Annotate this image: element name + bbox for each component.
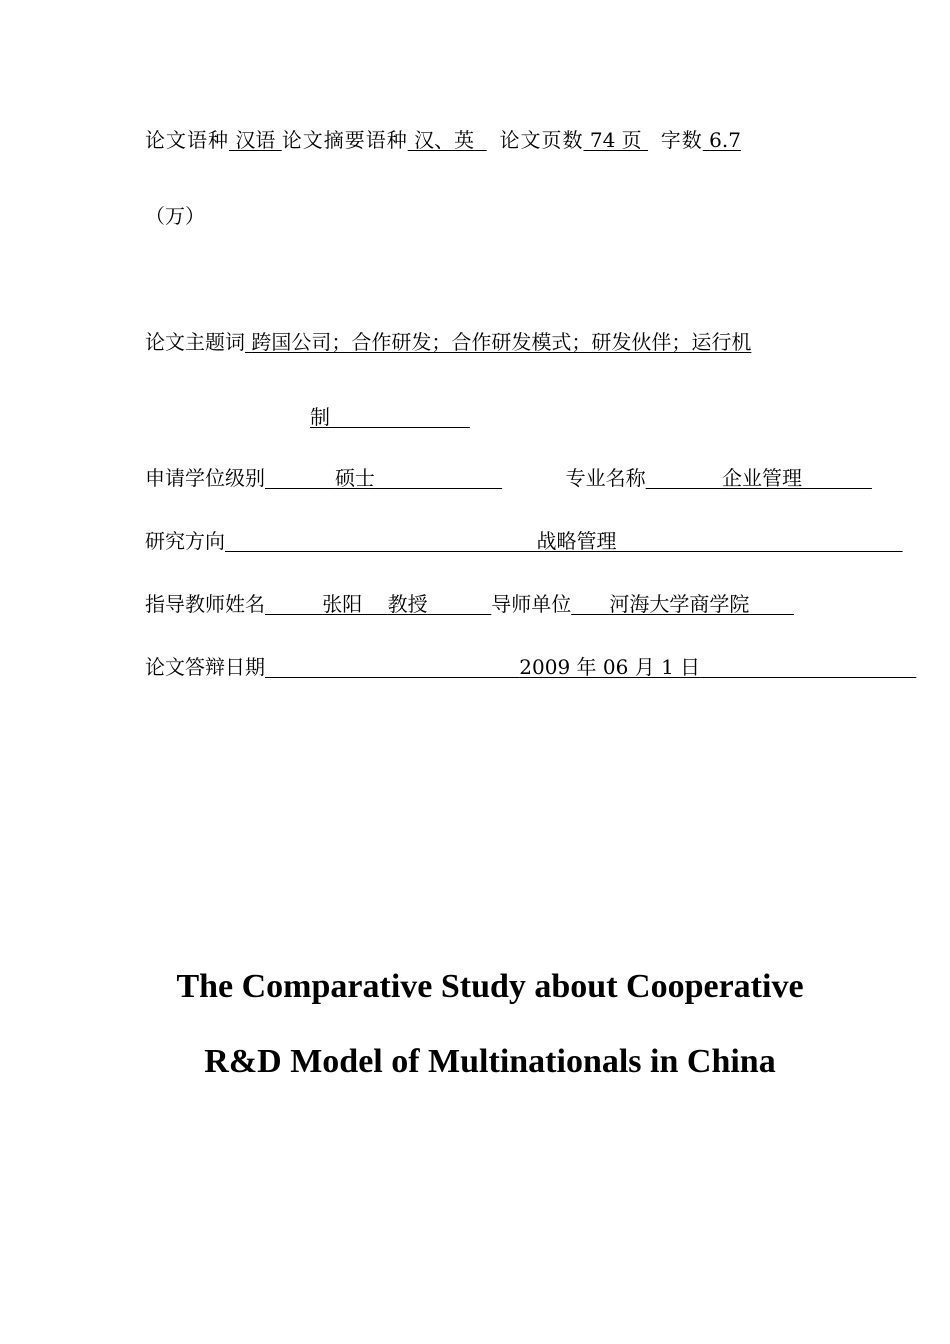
advisor-row [145,592,794,616]
english-title-line1: The Comparative Study about Cooperative [176,968,804,1005]
words-value: 6.7 [709,128,741,152]
pages-value: 74 页 [589,128,642,152]
keywords-continuation [310,405,470,429]
advisor-value: 张阳 教授 [322,592,428,616]
keywords-row [145,330,751,354]
major-label: 专业名称 [565,466,646,490]
direction-row [145,529,903,553]
keywords-value: 跨国公司；合作研发；合作研发模式；研发伙伴；运行机 [251,330,752,354]
advisor-unit-value: 河海大学商学院 [609,592,750,616]
major-value: 企业管理 [721,466,802,490]
thesis-meta-row [145,128,741,152]
degree-row [145,466,872,490]
language-value: 汉语 [235,128,276,152]
degree-label: 申请学位级别 [145,466,265,490]
abstract-language-label: 论文摘要语种 [281,128,408,152]
pages-label: 论文页数 [499,128,584,152]
abstract-language-value: 汉、英 [414,128,475,152]
defense-value: 2009 年 06 月 1 日 [519,655,701,679]
advisor-unit-label: 导师单位 [491,592,572,616]
language-label: 论文语种 [145,128,229,152]
advisor-label: 指导教师姓名 [145,592,265,616]
english-title-line2: R&D Model of Multinationals in China [204,1043,776,1080]
direction-label: 研究方向 [145,529,225,553]
defense-row [145,655,916,679]
defense-label: 论文答辩日期 [145,655,265,679]
keywords-label: 论文主题词 [145,330,245,354]
words-label: 字数 [660,128,703,152]
words-unit: （万） [145,204,205,228]
degree-value: 硕士 [334,466,375,490]
direction-value: 战略管理 [536,529,617,553]
keywords-value-line2: 制 [310,405,330,429]
